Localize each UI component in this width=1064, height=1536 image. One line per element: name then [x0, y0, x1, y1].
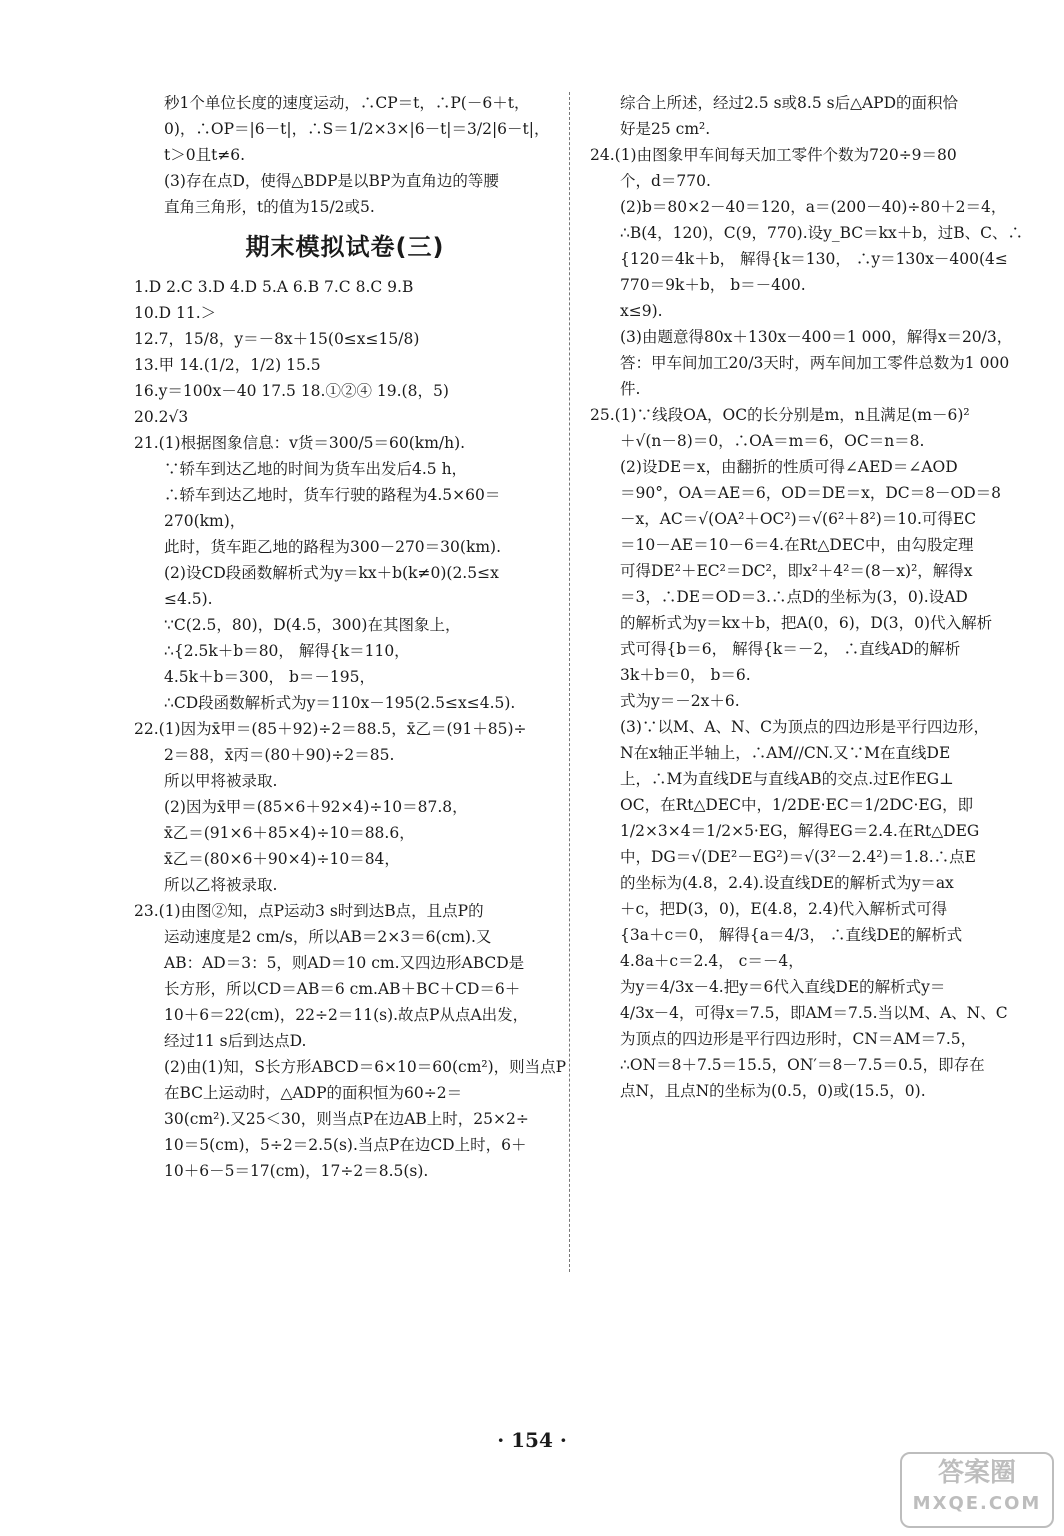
- text-line: 此时，货车距乙地的路程为300－270＝30(km).: [164, 538, 502, 556]
- text-line: 25.(1)∵线段OA，OC的长分别是m，n且满足(m－6)²: [590, 406, 970, 424]
- text-line: 10＝5(cm)，5÷2＝2.5(s).当点P在边CD上时，6＋: [164, 1136, 527, 1154]
- text-line: 综合上所述，经过2.5 s或8.5 s后△APD的面积恰: [620, 94, 959, 112]
- text-line: 4/3x－4，可得x＝7.5，即AM＝7.5.当以M、A、N、C: [620, 1004, 1008, 1022]
- text-line: 长方形，所以CD＝AB＝6 cm.AB＋BC＋CD＝6＋: [164, 980, 521, 998]
- section-title: 期末模拟试卷(三): [245, 233, 445, 261]
- text-line: (2)b＝80×2－40＝120，a＝(200－40)÷80＋2＝4，: [620, 198, 1007, 216]
- text-line: 30(cm²).又25＜30，则当点P在边AB上时，25×2÷: [164, 1110, 529, 1128]
- watermark-latin: MXQE.COM: [912, 1493, 1042, 1514]
- text-line: {3a＋c＝0， 解得{a＝4/3， ∴直线DE的解析式: [620, 926, 963, 944]
- text-line: 4.8a＋c＝2.4， c＝－4，: [620, 952, 804, 970]
- text-line: ∵轿车到达乙地的时间为货车出发后4.5 h，: [164, 460, 468, 478]
- right-column: [590, 90, 1023, 1104]
- text-line: 10.D 11.＞: [134, 304, 217, 322]
- text-line: 所以乙将被录取.: [164, 876, 278, 894]
- text-line: (3)存在点D，使得△BDP是以BP为直角边的等腰: [164, 172, 499, 190]
- text-line: (2)设CD段函数解析式为y＝kx＋b(k≠0)(2.5≤x: [164, 564, 499, 582]
- text-line: ∴CD段函数解析式为y＝110x－195(2.5≤x≤4.5).: [164, 694, 516, 712]
- text-line: ≤4.5).: [164, 590, 213, 608]
- text-line: 在BC上运动时，△ADP的面积恒为60÷2＝: [164, 1084, 463, 1102]
- text-line: 的坐标为(4.8，2.4).设直线DE的解析式为y＝ax: [620, 874, 954, 892]
- text-line: 24.(1)由图象甲车间每天加工零件个数为720÷9＝80: [590, 146, 957, 164]
- text-line: 0)，∴OP＝|6－t|，∴S＝1/2×3×|6－t|＝3/2|6－t|，: [164, 120, 550, 138]
- text-line: 21.(1)根据图象信息：v货＝300/5＝60(km/h).: [134, 434, 466, 452]
- text-line: 20.2√3: [134, 408, 189, 426]
- text-line: ∴{2.5k＋b＝80， 解得{k＝110，: [164, 642, 410, 660]
- text-line: 为y＝4/3x－4.把y＝6代入直线DE的解析式y＝: [620, 978, 946, 996]
- text-line: 式可得{b＝6， 解得{k＝－2， ∴直线AD的解析: [620, 640, 961, 658]
- text-line: x̄乙＝(91×6＋85×4)÷10＝88.6，: [164, 824, 415, 842]
- text-line: 好是25 cm².: [620, 120, 711, 138]
- text-line: 16.y＝100x－40 17.5 18.①②④ 19.(8，5): [134, 382, 449, 400]
- text-line: OC，在Rt△DEC中，1/2DE·EC＝1/2DC·EG，即: [620, 796, 974, 814]
- text-line: AB：AD＝3：5，则AD＝10 cm.又四边形ABCD是: [164, 954, 525, 972]
- left-column: [134, 90, 567, 1184]
- text-line: N在x轴正半轴上，∴AM//CN.又∵M在直线DE: [620, 744, 951, 762]
- text-line: 所以甲将被录取.: [164, 772, 278, 790]
- text-line: 270(km)，: [164, 512, 246, 530]
- text-line: 13.甲 14.(1/2，1/2) 15.5: [134, 356, 321, 374]
- text-line: 上，∴M为直线DE与直线AB的交点.过E作EG⊥: [620, 770, 954, 788]
- text-line: x̄乙＝(80×6＋90×4)÷10＝84，: [164, 850, 400, 868]
- text-line: ∴轿车到达乙地时，货车行驶的路程为4.5×60＝: [164, 486, 501, 504]
- text-line: 直角三角形，t的值为15/2或5.: [164, 198, 375, 216]
- text-line: 式为y＝－2x＋6.: [620, 692, 740, 710]
- text-line: 可得DE²＋EC²＝DC²，即x²＋4²＝(8－x)²，解得x: [620, 562, 973, 580]
- text-line: (2)设DE＝x，由翻折的性质可得∠AED＝∠AOD: [620, 458, 958, 476]
- text-line: (3)∵以M、A、N、C为顶点的四边形是平行四边形，: [620, 718, 989, 736]
- text-line: 点N，且点N的坐标为(0.5，0)或(15.5，0).: [620, 1082, 926, 1100]
- text-line: 个，d＝770.: [620, 172, 711, 190]
- text-line: ＝10－AE＝10－6＝4.在Rt△DEC中，由勾股定理: [620, 536, 974, 554]
- text-line: t＞0且t≠6.: [164, 146, 246, 164]
- text-line: 秒1个单位长度的速度运动，∴CP＝t，∴P(－6＋t，: [164, 94, 530, 112]
- text-line: －x，AC＝√(OA²＋OC²)＝√(6²＋8²)＝10.可得EC: [620, 510, 977, 528]
- text-line: (2)因为x̄甲＝(85×6＋92×4)÷10＝87.8，: [164, 798, 468, 816]
- text-line: 答：甲车间加工20/3天时，两车间加工零件总数为1 000: [620, 354, 1010, 372]
- text-line: 1/2×3×4＝1/2×5·EG，解得EG＝2.4.在Rt△DEG: [620, 822, 980, 840]
- text-line: ＝3，∴DE＝OD＝3.∴点D的坐标为(3，0).设AD: [620, 588, 968, 606]
- text-line: 770＝9k＋b， b＝－400.: [620, 276, 806, 294]
- page-number: · 154 ·: [497, 1428, 567, 1452]
- watermark-chinese: 答案圈: [937, 1458, 1016, 1488]
- text-line: 运动速度是2 cm/s，所以AB＝2×3＝6(cm).又: [164, 928, 492, 946]
- text-line: 3k＋b＝0， b＝6.: [620, 666, 751, 684]
- text-line: 为顶点的四边形是平行四边形时，CN＝AM＝7.5，: [620, 1030, 977, 1048]
- text-line: x≤9).: [620, 302, 663, 320]
- text-line: 10＋6＝22(cm)，22÷2＝11(s).故点P从点A出发，: [164, 1006, 529, 1024]
- text-line: (2)由(1)知，S长方形ABCD＝6×10＝60(cm²)，则当点P: [164, 1058, 567, 1076]
- text-line: 的解析式为y＝kx＋b，把A(0，6)，D(3，0)代入解析: [620, 614, 993, 632]
- text-line: 经过11 s后到达点D.: [164, 1032, 307, 1050]
- column-divider: [569, 92, 570, 1272]
- text-line: 22.(1)因为x̄甲＝(85＋92)÷2＝88.5，x̄乙＝(91＋85)÷: [134, 720, 527, 738]
- text-line: 件.: [620, 380, 641, 398]
- text-line: 10＋6－5＝17(cm)，17÷2＝8.5(s).: [164, 1162, 429, 1180]
- text-line: 1.D 2.C 3.D 4.D 5.A 6.B 7.C 8.C 9.B: [134, 278, 414, 296]
- text-line: 中，DG＝√(DE²－EG²)＝√(3²－2.4²)＝1.8.∴点E: [620, 848, 976, 866]
- text-line: ∴ON＝8＋7.5＝15.5，ON′＝8－7.5＝0.5，即存在: [620, 1056, 985, 1074]
- text-line: 2＝88，x̄丙＝(80＋90)÷2＝85.: [164, 746, 395, 764]
- text-line: (3)由题意得80x＋130x－400＝1 000，解得x＝20/3，: [620, 328, 1013, 346]
- text-line: ＝90°，OA＝AE＝6，OD＝DE＝x，DC＝8－OD＝8: [620, 484, 1002, 502]
- text-line: ＋c，把D(3，0)，E(4.8，2.4)代入解析式可得: [620, 900, 948, 918]
- text-line: 4.5k＋b＝300， b＝－195，: [164, 668, 375, 686]
- text-line: 23.(1)由图②知，点P运动3 s时到达B点，且点P的: [134, 902, 484, 920]
- text-line: {120＝4k＋b， 解得{k＝130， ∴y＝130x－400(4≤: [620, 250, 1008, 268]
- text-line: ＋√(n－8)＝0，∴OA＝m＝6，OC＝n＝8.: [620, 432, 925, 450]
- text-line: 12.7，15/8，y＝－8x＋15(0≤x≤15/8): [134, 330, 420, 348]
- watermark-logo: [900, 1452, 1054, 1528]
- text-line: ∵C(2.5，80)，D(4.5，300)在其图象上，: [164, 616, 461, 634]
- text-line: ∴B(4，120)，C(9，770).设y_BC＝kx＋b，过B、C、∴: [620, 224, 1023, 242]
